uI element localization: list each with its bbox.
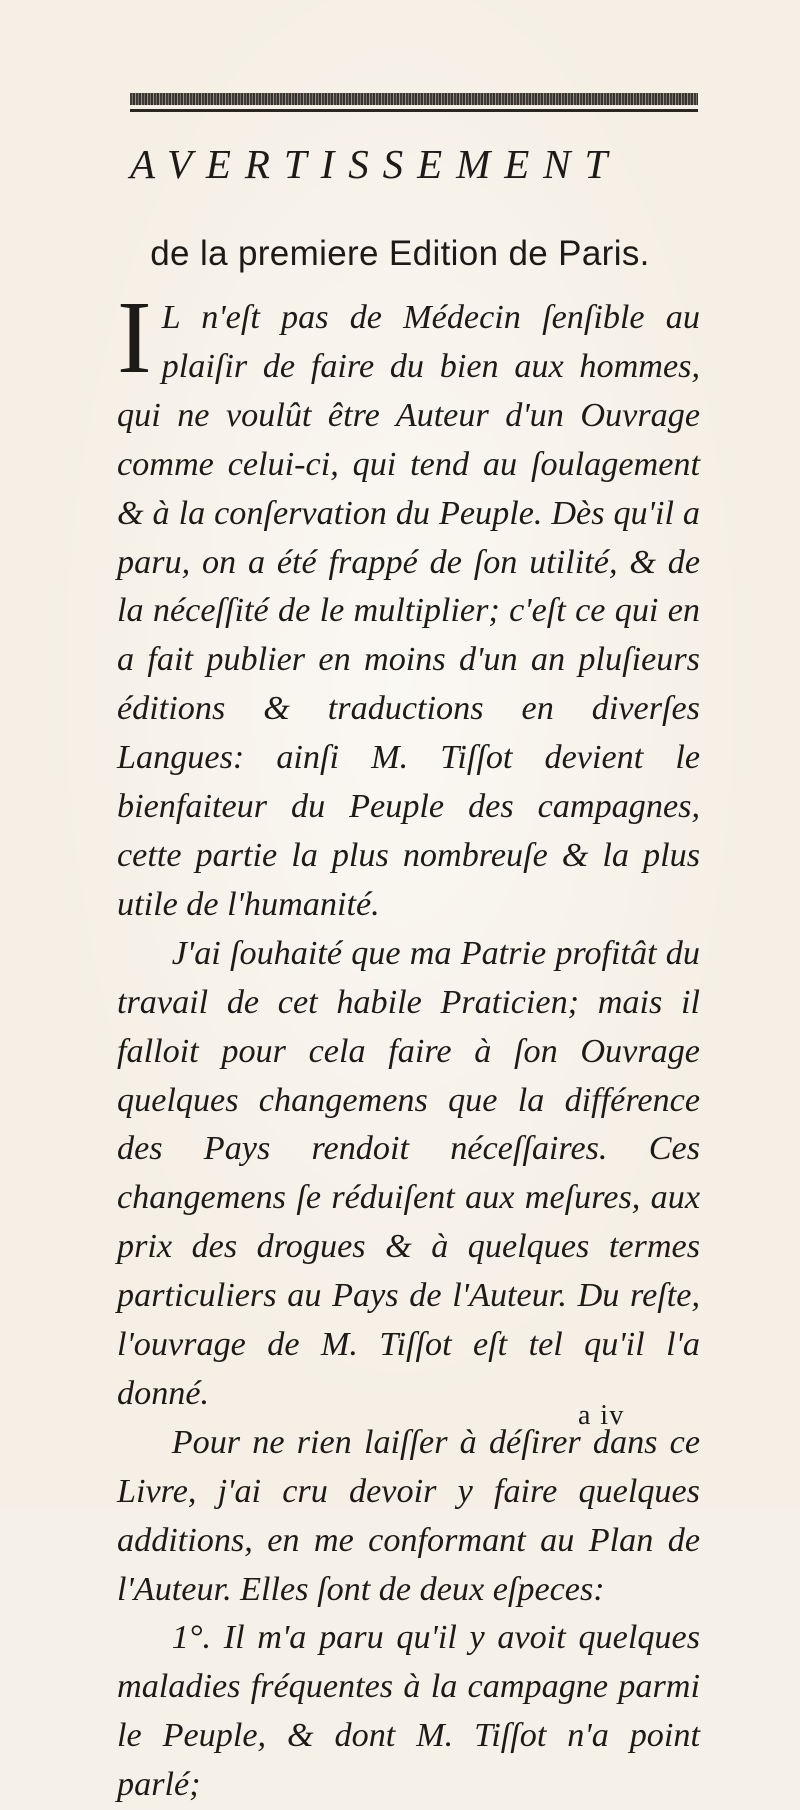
paragraph-1	[117, 280, 700, 930]
signature-mark: a iv	[578, 1400, 625, 1431]
header-ornament-band	[130, 93, 698, 105]
header-rule	[130, 109, 698, 112]
paragraph-2: J'ai ſouhaité que ma Patrie profitât du travail de cet habile Praticien; mais il falloit pour cela faire à ſon Ouvrage quelques changemens que la différence des Pays rendoit néceſſaires. Ces changemens ſe réduiſent aux meſures, aux prix des drogues & à quelques termes particuliers au Pays de l'Auteur. Du reſte, l'ouvrage de M. Tiſſot eſt tel qu'il l'a donné.	[117, 934, 700, 1412]
paragraph-4: 1°. Il m'a paru qu'il y avoit quelques maladies fréquentes à la campagne parmi le Peuple, & dont M. Tiſſot n'a point parlé;	[117, 1619, 700, 1804]
drop-cap: I	[117, 280, 152, 395]
paragraph-1-text: L n'eſt pas de Médecin ſenſible au plaiſir de faire du bien aux hommes, qui ne voulût être Auteur d'un Ouvrage comme celui-ci, qui tend au ſoulagement & à la conſervation du Peuple. Dès qu'il a paru, on a été frappé de ſon utilité, & de la néceſſité de le multiplier; c'eſt ce qui en a fait publier en moins d'un an pluſieurs éditions & traductions en diverſes Langues: ainſi M. Tiſſot devient le bienfaiteur du Peuple des campagnes, cette partie la plus nombreuſe & la plus utile de l'humanité.	[117, 299, 700, 923]
body-text	[117, 280, 700, 1810]
page-subtitle: de la premiere Edition de Paris.	[150, 234, 650, 273]
page-title: AVERTISSEMENT	[130, 141, 622, 187]
paragraph-3: Pour ne rien laiſſer à déſirer dans ce Livre, j'ai cru devoir y faire quelques additions, en me conformant au Plan de l'Auteur. Elles ſont de deux eſpeces:	[117, 1423, 700, 1608]
